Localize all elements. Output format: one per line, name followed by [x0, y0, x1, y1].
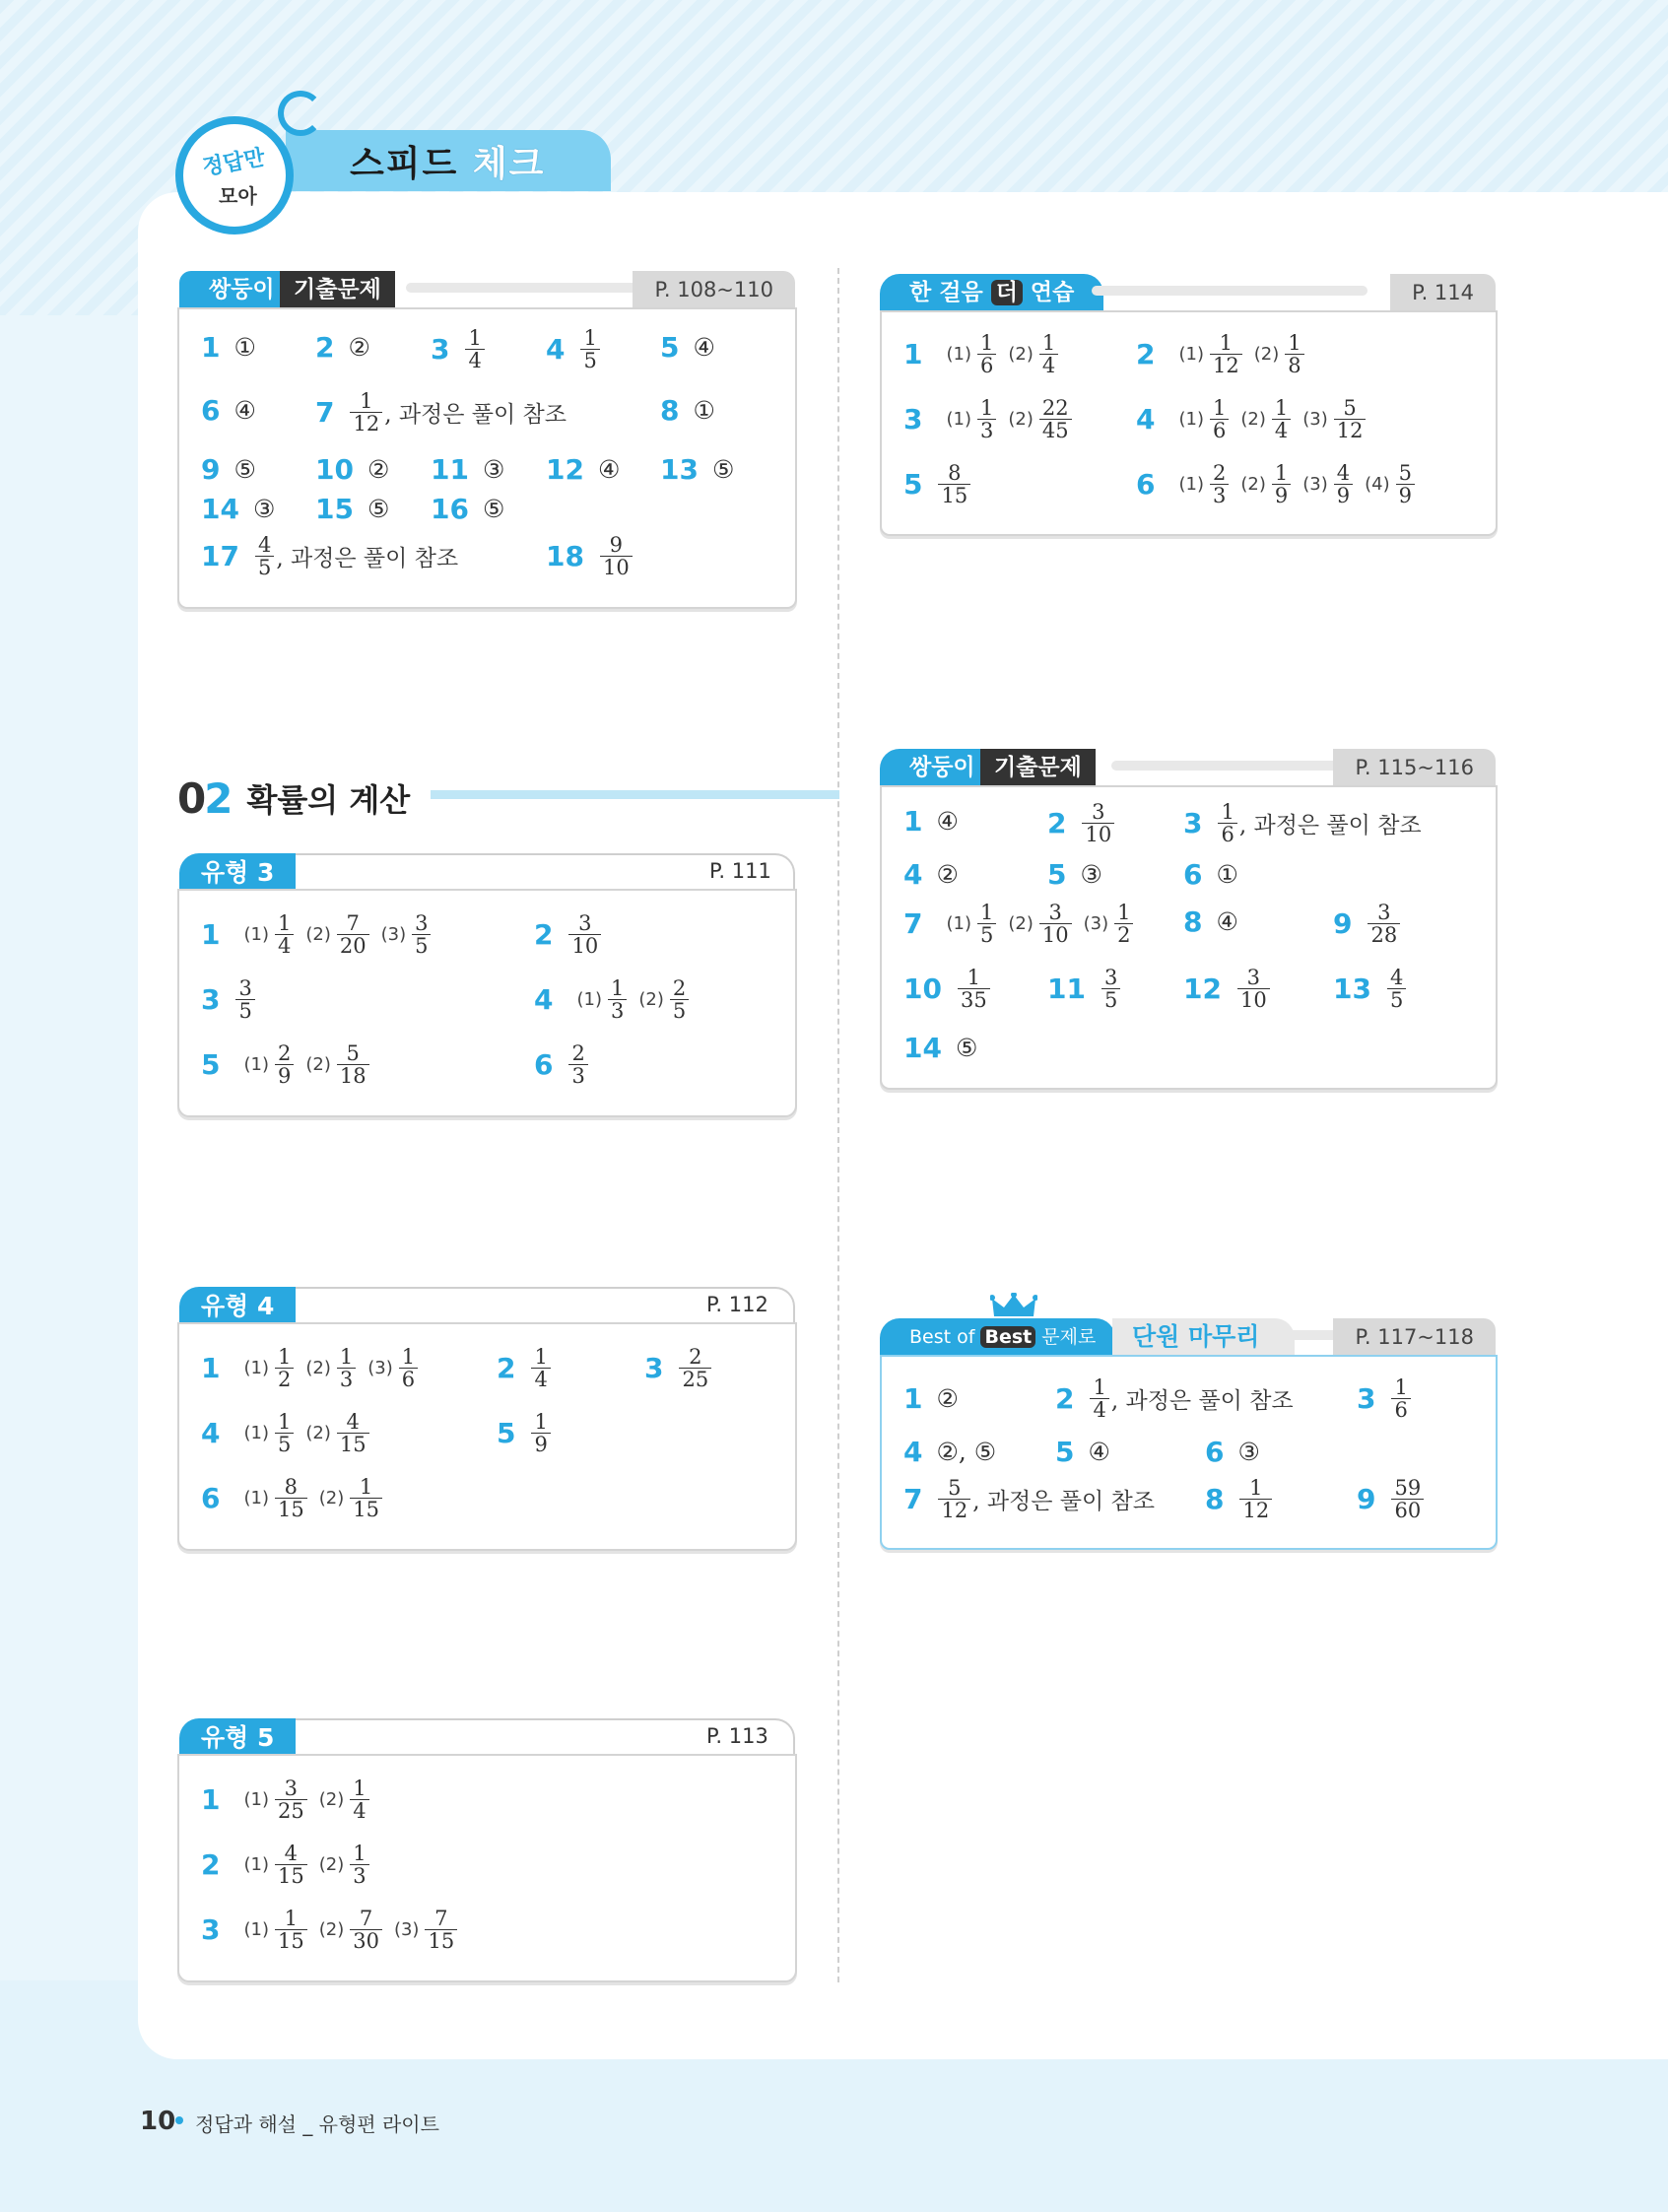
answer-item: 7 $\frac{1}{12}$ , 과정은 풀이 참조 — [315, 389, 567, 436]
type-3-header — [179, 853, 795, 891]
section-extra-practice-header — [880, 274, 1496, 311]
type-4-header — [179, 1287, 795, 1324]
fraction: $\frac{4}{15}$ — [275, 1843, 307, 1887]
answer-item: 6 (1) $\frac{8}{15}$ (2) $\frac{1}{15}$ — [201, 1476, 384, 1520]
answer-item: 13 $\frac{4}{5}$ — [1333, 967, 1408, 1011]
answer-item: 1 ① — [201, 331, 256, 364]
answer-item: 2 (1) $\frac{1}{12}$ (2) $\frac{1}{8}$ — [1136, 332, 1306, 376]
fraction: $\frac{5}{12}$ — [1334, 397, 1367, 441]
answer-item: 15 ⑤ — [315, 493, 390, 525]
fraction: $\frac{1}{3}$ — [350, 1843, 368, 1887]
logo-text-top: 정답만 — [200, 145, 267, 181]
section-tag-dark: 기출문제 — [980, 749, 1096, 786]
answer-item: 4 ② — [903, 858, 959, 891]
answer-box-type-3 — [177, 889, 797, 1117]
fraction: $\frac{3}{28}$ — [1368, 902, 1400, 946]
column-divider — [837, 268, 839, 1982]
answer-item: 1 ② — [903, 1382, 959, 1415]
answer-item: 11 ③ — [431, 453, 505, 486]
fraction: $\frac{1}{6}$ — [977, 332, 996, 376]
section-twin-1-header — [179, 271, 795, 308]
answer-item: 4 (1) $\frac{1}{3}$ (2) $\frac{2}{5}$ — [534, 977, 691, 1022]
answer-item: 6 ① — [1183, 858, 1238, 891]
page-ref: P. 114 — [1390, 274, 1496, 311]
answer-item: 1 (1) $\frac{1}{2}$ (2) $\frac{1}{3}$ (3) $\frac{1}{6}$ — [201, 1346, 420, 1390]
fraction: $\frac{8}{15}$ — [275, 1476, 307, 1520]
answer-item: 7 (1) $\frac{1}{5}$ (2) $\frac{3}{10}$ (3) $\frac{1}{2}$ — [903, 902, 1135, 946]
answer-item: 1 ④ — [903, 805, 959, 838]
fraction: $\frac{1}{9}$ — [1272, 462, 1291, 506]
answer-item: 2 $\frac{1}{4}$ , 과정은 풀이 참조 — [1055, 1375, 1294, 1423]
fraction: $\frac{1}{35}$ — [958, 967, 990, 1011]
fraction: $\frac{8}{15}$ — [938, 462, 970, 506]
answer-item: 3 $\frac{1}{6}$ — [1357, 1376, 1413, 1421]
fraction: $\frac{22}{45}$ — [1039, 397, 1072, 441]
answer-item: 10 $\frac{1}{35}$ — [903, 967, 992, 1011]
fraction: $\frac{4}{9}$ — [1334, 462, 1353, 506]
answer-item: 3 $\frac{1}{4}$ — [431, 327, 487, 371]
fraction: $\frac{2}{3}$ — [568, 1042, 587, 1087]
answer-item: 14 ⑤ — [903, 1032, 978, 1064]
answer-item: 1 (1) $\frac{3}{25}$ (2) $\frac{1}{4}$ — [201, 1777, 371, 1822]
fraction: $\frac{3}{10}$ — [1237, 967, 1270, 1011]
section-number: 02 — [177, 773, 232, 823]
crown-icon — [990, 1293, 1037, 1318]
fraction: $\frac{59}{60}$ — [1391, 1477, 1424, 1521]
answer-item: 17 $\frac{4}{5}$ , 과정은 풀이 참조 — [201, 533, 459, 580]
fraction: $\frac{3}{25}$ — [275, 1777, 307, 1822]
answer-item: 1 (1) $\frac{1}{6}$ (2) $\frac{1}{4}$ — [903, 332, 1060, 376]
fraction: $\frac{1}{3}$ — [337, 1346, 356, 1390]
fraction: $\frac{1}{4}$ — [275, 912, 294, 957]
answer-item: 5 ④ — [1055, 1436, 1110, 1468]
section-heading-02 — [177, 773, 410, 823]
fraction: $\frac{7}{30}$ — [350, 1908, 382, 1952]
answer-box-unit-review — [880, 1355, 1498, 1550]
page-title — [350, 136, 545, 186]
answer-item: 6 (1) $\frac{2}{3}$ (2) $\frac{1}{9}$ (3) $\frac{4}{9}$ (4) $\frac{5}{9}$ — [1136, 462, 1417, 506]
fraction: $\frac{1}{2}$ — [275, 1346, 294, 1390]
answer-item: 8 $\frac{1}{12}$ — [1205, 1477, 1274, 1521]
title-part-b: 체크 — [472, 144, 546, 184]
fraction: $\frac{5}{18}$ — [337, 1042, 369, 1087]
answer-item: 13 ⑤ — [660, 453, 735, 486]
answer-item: 18 $\frac{9}{10}$ — [546, 534, 634, 578]
answer-item: 7 $\frac{5}{12}$ , 과정은 풀이 참조 — [903, 1476, 1155, 1523]
answer-item: 6 ④ — [201, 394, 256, 427]
header-rule — [406, 283, 652, 293]
fraction: $\frac{1}{12}$ — [350, 390, 382, 435]
fraction: $\frac{2}{9}$ — [275, 1042, 294, 1087]
section-twin-2-header — [880, 749, 1496, 786]
fraction: $\frac{1}{8}$ — [1285, 332, 1303, 376]
section-rule — [431, 790, 839, 799]
page-ref: P. 115~116 — [1333, 749, 1496, 786]
fraction: $\frac{1}{12}$ — [1239, 1477, 1272, 1521]
fraction: $\frac{4}{5}$ — [1387, 967, 1406, 1011]
fraction: $\frac{1}{3}$ — [608, 977, 627, 1022]
swirl-icon — [278, 91, 323, 136]
section-tag: 쌍둥이 — [880, 749, 995, 786]
fraction: $\frac{1}{12}$ — [1210, 332, 1242, 376]
answer-item: 2 ② — [315, 331, 370, 364]
answer-item: 2 $\frac{3}{10}$ — [534, 912, 603, 957]
answer-item: 10 ② — [315, 453, 390, 486]
answer-item: 4 (1) $\frac{1}{6}$ (2) $\frac{1}{4}$ (3) $\frac{5}{12}$ — [1136, 397, 1368, 441]
fraction: $\frac{3}{10}$ — [1082, 801, 1114, 845]
answer-item: 2 (1) $\frac{4}{15}$ (2) $\frac{1}{3}$ — [201, 1843, 371, 1887]
answer-item: 12 $\frac{3}{10}$ — [1183, 967, 1272, 1011]
type-tag: 유형 5 — [179, 1718, 296, 1758]
fraction: $\frac{4}{15}$ — [337, 1411, 369, 1455]
answer-item: 4 ②, ⑤ — [903, 1436, 997, 1468]
answer-item: 6 $\frac{2}{3}$ — [534, 1042, 590, 1087]
answer-item: 9 ⑤ — [201, 453, 256, 486]
answer-item: 2 $\frac{3}{10}$ — [1047, 801, 1116, 845]
page-number: 10 — [140, 2107, 176, 2136]
type-5-header — [179, 1718, 795, 1756]
answer-item: 3 $\frac{1}{6}$ , 과정은 풀이 참조 — [1183, 800, 1422, 847]
answer-item: 9 $\frac{3}{28}$ — [1333, 902, 1402, 946]
answer-box-extra-practice — [880, 310, 1498, 536]
fraction: $\frac{1}{4}$ — [531, 1346, 550, 1390]
section-title: 단원 마무리 — [1112, 1318, 1295, 1356]
fraction: $\frac{7}{20}$ — [337, 912, 369, 957]
answer-item: 5 (1) $\frac{2}{9}$ (2) $\frac{5}{18}$ — [201, 1042, 371, 1087]
fraction: $\frac{1}{4}$ — [1090, 1376, 1108, 1421]
section-tag: 한 걸음 더 연습 — [880, 274, 1103, 311]
fraction: $\frac{1}{15}$ — [275, 1908, 307, 1952]
fraction: $\frac{1}{5}$ — [580, 327, 599, 371]
answer-box-twin-2 — [880, 785, 1498, 1090]
fraction: $\frac{9}{10}$ — [600, 534, 633, 578]
fraction: $\frac{1}{4}$ — [1039, 332, 1058, 376]
fraction: $\frac{3}{5}$ — [235, 977, 254, 1022]
answer-item: 2 $\frac{1}{4}$ — [497, 1346, 553, 1390]
section-tag: Best of Best 문제로 — [880, 1318, 1115, 1356]
answer-item: 3 $\frac{2}{25}$ — [644, 1346, 713, 1390]
fraction: $\frac{4}{5}$ — [255, 534, 274, 578]
fraction: $\frac{7}{15}$ — [425, 1908, 457, 1952]
type-tag: 유형 4 — [179, 1287, 296, 1326]
answer-item: 9 $\frac{59}{60}$ — [1357, 1477, 1426, 1521]
fraction: $\frac{1}{3}$ — [977, 397, 996, 441]
fraction: $\frac{2}{25}$ — [679, 1346, 711, 1390]
fraction: $\frac{1}{9}$ — [531, 1411, 550, 1455]
fraction: $\frac{1}{4}$ — [465, 327, 484, 371]
page-ref: P. 112 — [706, 1293, 768, 1316]
answer-item: 4 (1) $\frac{1}{5}$ (2) $\frac{4}{15}$ — [201, 1411, 371, 1455]
fraction: $\frac{1}{6}$ — [399, 1346, 418, 1390]
logo-text-bottom: 모아 — [219, 184, 257, 208]
answer-item: 6 ③ — [1205, 1436, 1260, 1468]
answer-item: 14 ③ — [201, 493, 276, 525]
fraction: $\frac{1}{5}$ — [275, 1411, 294, 1455]
fraction: $\frac{1}{2}$ — [1114, 902, 1133, 946]
fraction: $\frac{1}{6}$ — [1210, 397, 1229, 441]
fraction: $\frac{1}{6}$ — [1218, 801, 1236, 845]
header-rule — [1111, 761, 1348, 771]
section-unit-review-header — [880, 1318, 1496, 1356]
answer-item: 5 ③ — [1047, 858, 1102, 891]
footer-text: 정답과 해설 _ 유형편 라이트 — [195, 2112, 439, 2136]
page-ref: P. 117~118 — [1333, 1318, 1496, 1356]
section-tag-dark: 기출문제 — [280, 271, 395, 308]
fraction: $\frac{2}{5}$ — [670, 977, 689, 1022]
answer-item: 12 ④ — [546, 453, 621, 486]
answer-item: 5 $\frac{8}{15}$ — [903, 462, 972, 506]
answer-box-twin-1 — [177, 307, 797, 609]
fraction: $\frac{5}{9}$ — [1396, 462, 1415, 506]
fraction: $\frac{5}{12}$ — [938, 1477, 970, 1521]
bullet-icon — [175, 2116, 183, 2124]
page-ref: P. 108~110 — [633, 271, 795, 308]
fraction: $\frac{1}{4}$ — [1272, 397, 1291, 441]
answer-item: 3 (1) $\frac{1}{3}$ (2) $\frac{22}{45}$ — [903, 397, 1074, 441]
fraction: $\frac{3}{10}$ — [1039, 902, 1072, 946]
answer-box-type-5 — [177, 1754, 797, 1982]
type-tag: 유형 3 — [179, 853, 296, 893]
answer-item: 4 $\frac{1}{5}$ — [546, 327, 602, 371]
answer-item: 5 ④ — [660, 331, 715, 364]
fraction: $\frac{1}{6}$ — [1391, 1376, 1410, 1421]
section-tag: 쌍둥이 — [179, 271, 295, 308]
answer-item: 5 $\frac{1}{9}$ — [497, 1411, 553, 1455]
page-ref: P. 111 — [709, 859, 771, 883]
answer-item: 11 $\frac{3}{5}$ — [1047, 967, 1122, 1011]
answer-item: 16 ⑤ — [431, 493, 505, 525]
title-part-a: 스피드 — [350, 144, 459, 184]
answer-item: 1 (1) $\frac{1}{4}$ (2) $\frac{7}{20}$ (3) $\frac{3}{5}$ — [201, 912, 433, 957]
fraction: $\frac{3}{5}$ — [412, 912, 431, 957]
fraction: $\frac{3}{10}$ — [568, 912, 601, 957]
fraction: $\frac{1}{5}$ — [977, 902, 996, 946]
answer-item: 8 ① — [660, 394, 715, 427]
fraction: $\frac{1}{4}$ — [350, 1777, 368, 1822]
fraction: $\frac{2}{3}$ — [1210, 462, 1229, 506]
header-rule — [1092, 286, 1368, 296]
page-ref: P. 113 — [706, 1724, 768, 1748]
answer-item: 3 $\frac{3}{5}$ — [201, 977, 257, 1022]
fraction: $\frac{1}{15}$ — [350, 1476, 382, 1520]
fraction: $\frac{3}{5}$ — [1101, 967, 1120, 1011]
answer-item: 8 ④ — [1183, 905, 1238, 938]
answer-item: 3 (1) $\frac{1}{15}$ (2) $\frac{7}{30}$ (3) $\frac{7}{15}$ — [201, 1908, 459, 1952]
section-title: 확률의 계산 — [246, 781, 411, 819]
answer-box-type-4 — [177, 1322, 797, 1551]
